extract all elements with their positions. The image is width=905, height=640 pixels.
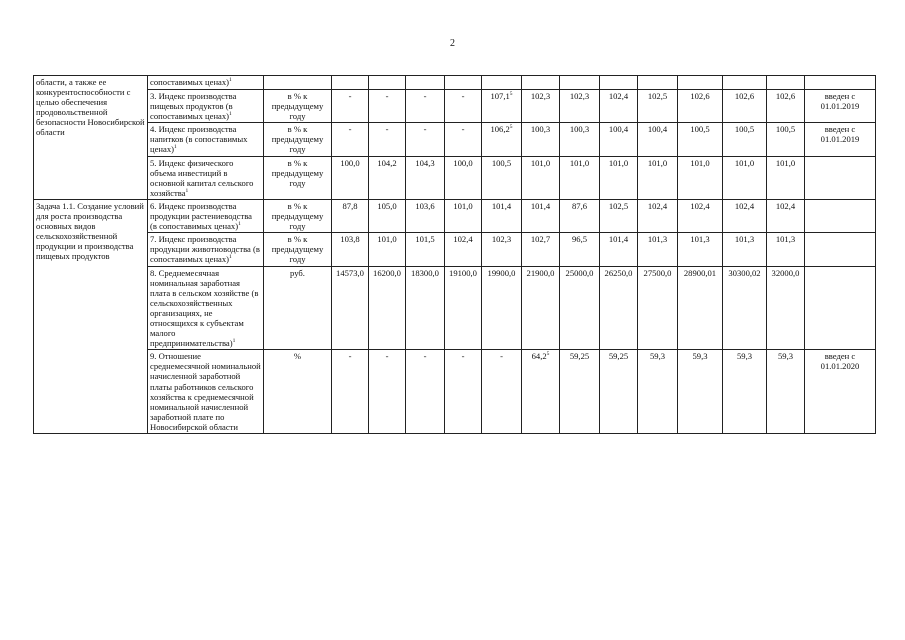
indicator-text: 4. Индекс производства напитков (в сопоставимых ценах): [150, 124, 248, 155]
value-text: 101,0: [530, 157, 551, 168]
value-text: -: [348, 91, 352, 101]
value-cell: [678, 266, 723, 350]
value-text: 102,4: [775, 200, 796, 211]
value-cell: [560, 156, 600, 199]
value-cell: [638, 266, 678, 350]
indicator-cell: [148, 76, 264, 90]
value-text: 101,4: [491, 200, 512, 211]
table-row: [34, 123, 876, 156]
value-text: 102,4: [608, 91, 629, 101]
value-cell: [406, 350, 445, 434]
value-cell: [560, 266, 600, 350]
unit-cell: в % к предыдущему году: [264, 123, 332, 156]
value-cell: [723, 233, 767, 266]
value-cell: [332, 76, 369, 90]
value-cell: [332, 266, 369, 350]
value-cell: [600, 76, 638, 90]
value-text: 101,3: [734, 234, 755, 245]
value-cell: [369, 76, 406, 90]
value-text: 59,25: [569, 351, 590, 362]
value-text: 100,5: [690, 124, 710, 135]
value-cell: [482, 90, 522, 123]
value-cell: [406, 76, 445, 90]
value-text: 87,6: [571, 200, 588, 211]
value-cell: [560, 76, 600, 90]
value-cell: [600, 233, 638, 266]
note-cell: [805, 266, 876, 350]
unit-cell: в % к предыдущему году: [264, 199, 332, 232]
value-cell: [678, 233, 723, 266]
unit-cell: в % к предыдущему году: [264, 90, 332, 123]
value-text: 102,4: [453, 234, 473, 245]
value-text: 21900,0: [526, 267, 555, 278]
table-row: [34, 76, 876, 90]
value-text: 19900,0: [487, 267, 516, 278]
value-text: 102,7: [530, 234, 551, 245]
value-cell: [723, 266, 767, 350]
value-cell: [445, 199, 482, 232]
value-cell: [522, 123, 560, 156]
value-cell: [369, 123, 406, 156]
value-text: 32000,0: [771, 267, 800, 278]
value-text: 26250,0: [604, 267, 633, 278]
table-row: [34, 90, 876, 123]
value-cell: [600, 199, 638, 232]
value-text: 59,3: [692, 351, 708, 362]
value-cell: [522, 90, 560, 123]
value-cell: [638, 233, 678, 266]
value-text: -: [348, 351, 352, 362]
value-cell: [406, 266, 445, 350]
unit-cell: в % к предыдущему году: [264, 156, 332, 199]
value-text: 101,4: [530, 200, 551, 211]
note-cell: введен с 01.01.2019: [805, 123, 876, 156]
indicator-footnote-mark: 1: [229, 254, 232, 261]
indicator-footnote-mark: 1: [238, 221, 241, 228]
value-cell: [482, 156, 522, 199]
indicator-cell: [148, 350, 264, 434]
value-cell: [445, 76, 482, 90]
note-cell: [805, 233, 876, 266]
value-cell: [482, 199, 522, 232]
value-cell: [723, 123, 767, 156]
value-cell: [560, 233, 600, 266]
value-cell: [767, 156, 805, 199]
value-text: 59,3: [649, 351, 666, 362]
value-cell: [723, 156, 767, 199]
value-text: 100,5: [734, 124, 755, 135]
value-text: 102,6: [775, 91, 796, 101]
value-cell: [678, 76, 723, 90]
value-text: 101,0: [453, 200, 473, 211]
note-cell: введен с 01.01.2020: [805, 350, 876, 434]
unit-cell: в % к предыдущему году: [264, 233, 332, 266]
value-text: 18300,0: [411, 267, 439, 278]
value-cell: [406, 233, 445, 266]
value-text: 102,6: [690, 91, 710, 101]
value-cell: [445, 266, 482, 350]
value-text: 102,3: [569, 91, 590, 101]
value-cell: [445, 90, 482, 123]
value-cell: [560, 90, 600, 123]
indicator-text: 5. Индекс физического объема инвестиций в основной капитал сельского хозяйства: [150, 157, 254, 198]
value-text: 101,0: [775, 157, 796, 168]
value-cell: [560, 350, 600, 434]
indicator-cell: [148, 156, 264, 199]
indicator-footnote-mark: 1: [232, 338, 236, 345]
value-text: 64,2: [531, 351, 547, 362]
note-cell: [805, 76, 876, 90]
value-cell: [332, 199, 369, 232]
value-text: 100,5: [491, 157, 512, 168]
value-text: 101,0: [647, 157, 668, 168]
value-text: 102,6: [734, 91, 755, 101]
value-cell: [600, 350, 638, 434]
value-cell: [767, 233, 805, 266]
value-text: 103,6: [415, 200, 435, 211]
indicator-cell: [148, 233, 264, 266]
task-cell: области, а также ее конкурентоспособности с целью обеспечения продовольственной безопасности Новосибирской области: [34, 76, 148, 200]
value-cell: [332, 90, 369, 123]
value-text: 14573,0: [336, 267, 364, 278]
value-text: 100,4: [608, 124, 629, 135]
value-cell: [369, 233, 406, 266]
value-text: 101,0: [377, 234, 397, 245]
indicator-text: 7. Индекс производства продукции животноводства (в сопоставимых ценах): [150, 234, 260, 265]
value-cell: [482, 350, 522, 434]
value-text: 101,0: [734, 157, 755, 168]
value-cell: [445, 233, 482, 266]
value-cell: [638, 90, 678, 123]
page-number: 2: [450, 38, 455, 49]
value-cell: [638, 76, 678, 90]
value-text: 101,3: [775, 234, 796, 245]
value-cell: [638, 123, 678, 156]
table-row: [34, 266, 876, 350]
value-text: 16200,0: [373, 267, 401, 278]
value-text: 102,3: [530, 91, 551, 101]
value-text: -: [423, 91, 427, 101]
value-text: 101,3: [690, 234, 710, 245]
indicator-cell: [148, 90, 264, 123]
value-text: 107,1: [490, 91, 510, 101]
value-text: -: [385, 351, 389, 362]
value-text: 100,3: [530, 124, 551, 135]
value-cell: [332, 123, 369, 156]
value-cell: [522, 266, 560, 350]
value-footnote-mark: 5: [509, 91, 513, 98]
unit-cell: %: [264, 350, 332, 434]
value-text: 59,3: [736, 351, 753, 362]
unit-cell: руб.: [264, 266, 332, 350]
value-text: 59,25: [608, 351, 629, 362]
table-row: [34, 199, 876, 232]
value-cell: [678, 123, 723, 156]
indicator-text: сопоставимых ценах): [150, 77, 230, 87]
value-text: 59,3: [777, 351, 794, 362]
value-cell: [522, 350, 560, 434]
value-text: 101,3: [647, 234, 668, 245]
indicator-cell: [148, 266, 264, 350]
note-cell: [805, 199, 876, 232]
value-text: 101,0: [569, 157, 590, 168]
value-cell: [678, 156, 723, 199]
value-cell: [560, 123, 600, 156]
value-text: 27500,0: [643, 267, 672, 278]
value-text: 28900,01: [683, 267, 717, 278]
value-cell: [332, 156, 369, 199]
value-text: -: [461, 351, 465, 362]
value-cell: [332, 233, 369, 266]
table-row: [34, 156, 876, 199]
value-text: 102,5: [608, 200, 629, 211]
value-text: 101,0: [690, 157, 710, 168]
value-cell: [406, 123, 445, 156]
value-cell: [600, 156, 638, 199]
table-row: [34, 233, 876, 266]
value-text: 100,0: [340, 157, 360, 168]
value-text: 102,4: [690, 200, 710, 211]
note-cell: [805, 156, 876, 199]
value-cell: [482, 233, 522, 266]
value-cell: [482, 76, 522, 90]
value-cell: [723, 350, 767, 434]
value-cell: [522, 199, 560, 232]
value-text: 102,5: [647, 91, 668, 101]
value-cell: [560, 199, 600, 232]
value-cell: [767, 76, 805, 90]
value-text: 103,8: [340, 234, 360, 245]
value-cell: [767, 350, 805, 434]
value-text: -: [423, 124, 427, 135]
value-text: 101,5: [415, 234, 435, 245]
indicator-cell: [148, 199, 264, 232]
value-text: 104,3: [415, 157, 435, 168]
value-cell: [638, 350, 678, 434]
value-cell: [369, 90, 406, 123]
value-text: -: [385, 124, 389, 135]
value-text: 100,0: [453, 157, 473, 168]
indicator-text: 6. Индекс производства продукции растениеводства (в сопоставимых ценах): [150, 200, 252, 232]
value-text: 100,3: [569, 124, 590, 135]
value-cell: [445, 123, 482, 156]
value-cell: [638, 156, 678, 199]
value-cell: [406, 199, 445, 232]
value-cell: [600, 266, 638, 350]
unit-cell: [264, 76, 332, 90]
value-text: 104,2: [377, 157, 397, 168]
value-text: -: [423, 351, 427, 362]
value-cell: [406, 90, 445, 123]
value-cell: [767, 123, 805, 156]
note-cell: введен с 01.01.2019: [805, 90, 876, 123]
value-text: 102,4: [734, 200, 755, 211]
indicators-table: [33, 75, 876, 434]
task-cell: Задача 1.1. Создание условий для роста производства основных видов сельскохозяйственной продукции и производства пищевых продуктов: [34, 199, 148, 433]
value-text: -: [385, 91, 389, 101]
value-text: 100,4: [647, 124, 668, 135]
value-cell: [678, 199, 723, 232]
value-text: 87,8: [342, 200, 358, 211]
value-cell: [522, 76, 560, 90]
value-cell: [678, 90, 723, 123]
value-text: 100,5: [775, 124, 796, 135]
value-cell: [445, 350, 482, 434]
value-text: 102,4: [647, 200, 668, 211]
value-cell: [723, 90, 767, 123]
value-footnote-mark: 5: [509, 124, 513, 131]
value-text: 30300,02: [728, 267, 761, 278]
value-cell: [767, 266, 805, 350]
indicator-text: 8. Среднемесячная номинальная заработная плата в сельском хозяйстве (в сельскохозяйственных организациях, не относящихся к субъектам малого предпринимательства): [150, 267, 259, 349]
value-footnote-mark: 5: [546, 351, 550, 358]
value-cell: [332, 350, 369, 434]
value-text: 101,4: [608, 234, 629, 245]
value-cell: [723, 76, 767, 90]
indicator-footnote-mark: 1: [229, 111, 232, 118]
indicator-footnote-mark: 1: [229, 77, 232, 84]
value-cell: [723, 199, 767, 232]
value-text: -: [348, 124, 352, 135]
value-cell: [445, 156, 482, 199]
value-cell: [369, 350, 406, 434]
value-cell: [482, 123, 522, 156]
value-text: -: [461, 91, 465, 101]
indicator-footnote-mark: 1: [174, 144, 177, 151]
value-cell: [406, 156, 445, 199]
table-row: [34, 350, 876, 434]
value-cell: [369, 156, 406, 199]
indicator-footnote-mark: 1: [185, 187, 189, 194]
value-cell: [369, 199, 406, 232]
value-text: -: [461, 124, 465, 135]
value-text: 25000,0: [565, 267, 594, 278]
value-text: 101,0: [608, 157, 629, 168]
indicator-text: 9. Отношение среднемесячной номинальной начисленной заработной платы работников сельского хозяйства к среднемесячной номинальной начисленной заработной плате по Новосибирской области: [150, 351, 261, 432]
value-text: 102,3: [491, 234, 512, 245]
value-cell: [369, 266, 406, 350]
indicator-cell: [148, 123, 264, 156]
indicator-text: 3. Индекс производства пищевых продуктов (в сопоставимых ценах): [150, 91, 237, 122]
value-cell: [600, 90, 638, 123]
value-text: 19100,0: [449, 267, 477, 278]
value-text: 96,5: [571, 234, 588, 245]
value-cell: [767, 199, 805, 232]
value-cell: [767, 90, 805, 123]
value-cell: [600, 123, 638, 156]
value-text: -: [500, 351, 503, 362]
value-text: 105,0: [377, 200, 397, 211]
value-cell: [638, 199, 678, 232]
value-cell: [678, 350, 723, 434]
value-text: 106,2: [490, 124, 510, 135]
value-cell: [522, 233, 560, 266]
value-cell: [482, 266, 522, 350]
value-cell: [522, 156, 560, 199]
